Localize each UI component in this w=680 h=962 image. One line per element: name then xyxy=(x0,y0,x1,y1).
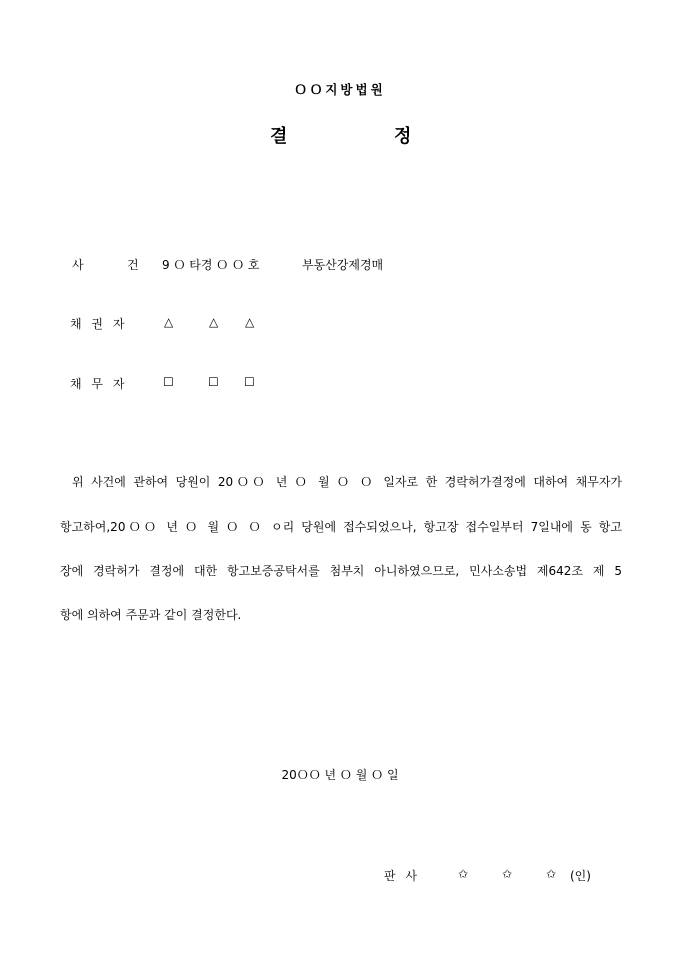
judge-seal: (인) xyxy=(570,869,591,883)
title-char-left: 결 xyxy=(270,126,288,147)
debtor-name-2: ☐ xyxy=(208,375,219,389)
decision-date: 20ＯＯ 년 Ｏ 월 Ｏ 일 xyxy=(281,768,399,782)
creditor-name-3: △ xyxy=(245,315,255,329)
judge-mark-1: ✩ xyxy=(458,867,469,881)
body-line-4: 항에 의하여 주문과 같이 결정한다. xyxy=(60,608,242,622)
title-char-right: 정 xyxy=(394,126,412,147)
body-line-3: 장에 경락허가 결정에 대한 항고보증공탁서를 첨부치 아니하였으므로, 민사소송법 제642조 제 5 xyxy=(60,564,622,578)
body-line-1: 위 사건에 관하여 당원이 20ＯＯ 년 Ｏ 월 Ｏ Ｏ 일자로 한 경락허가결정에 대하여 채무자가 xyxy=(72,475,622,489)
judge-label: 판 사 xyxy=(384,869,417,883)
creditor-name-1: △ xyxy=(164,315,174,329)
case-label-first: 사 xyxy=(72,258,84,272)
case-label-second: 건 xyxy=(127,258,139,272)
body-line-2: 항고하여,20ＯＯ 년 Ｏ 월 Ｏ Ｏ ㅇ리 당원에 접수되었으나, 항고장 접수일부터 7일내에 동 항고 xyxy=(60,520,622,534)
creditor-name-2: △ xyxy=(209,315,219,329)
debtor-name-3: ☐ xyxy=(244,375,255,389)
judge-mark-3: ✩ xyxy=(546,867,557,881)
case-type: 부동산강제경매 xyxy=(302,258,384,272)
creditor-label: 채 권 자 xyxy=(70,317,125,331)
debtor-label: 채 무 자 xyxy=(70,377,125,391)
debtor-name-1: ☐ xyxy=(163,375,174,389)
court-name: ＯＯ지방법원 xyxy=(294,82,386,97)
judge-mark-2: ✩ xyxy=(502,867,513,881)
case-number: 9 Ｏ 타경 Ｏ Ｏ 호 xyxy=(162,258,260,272)
